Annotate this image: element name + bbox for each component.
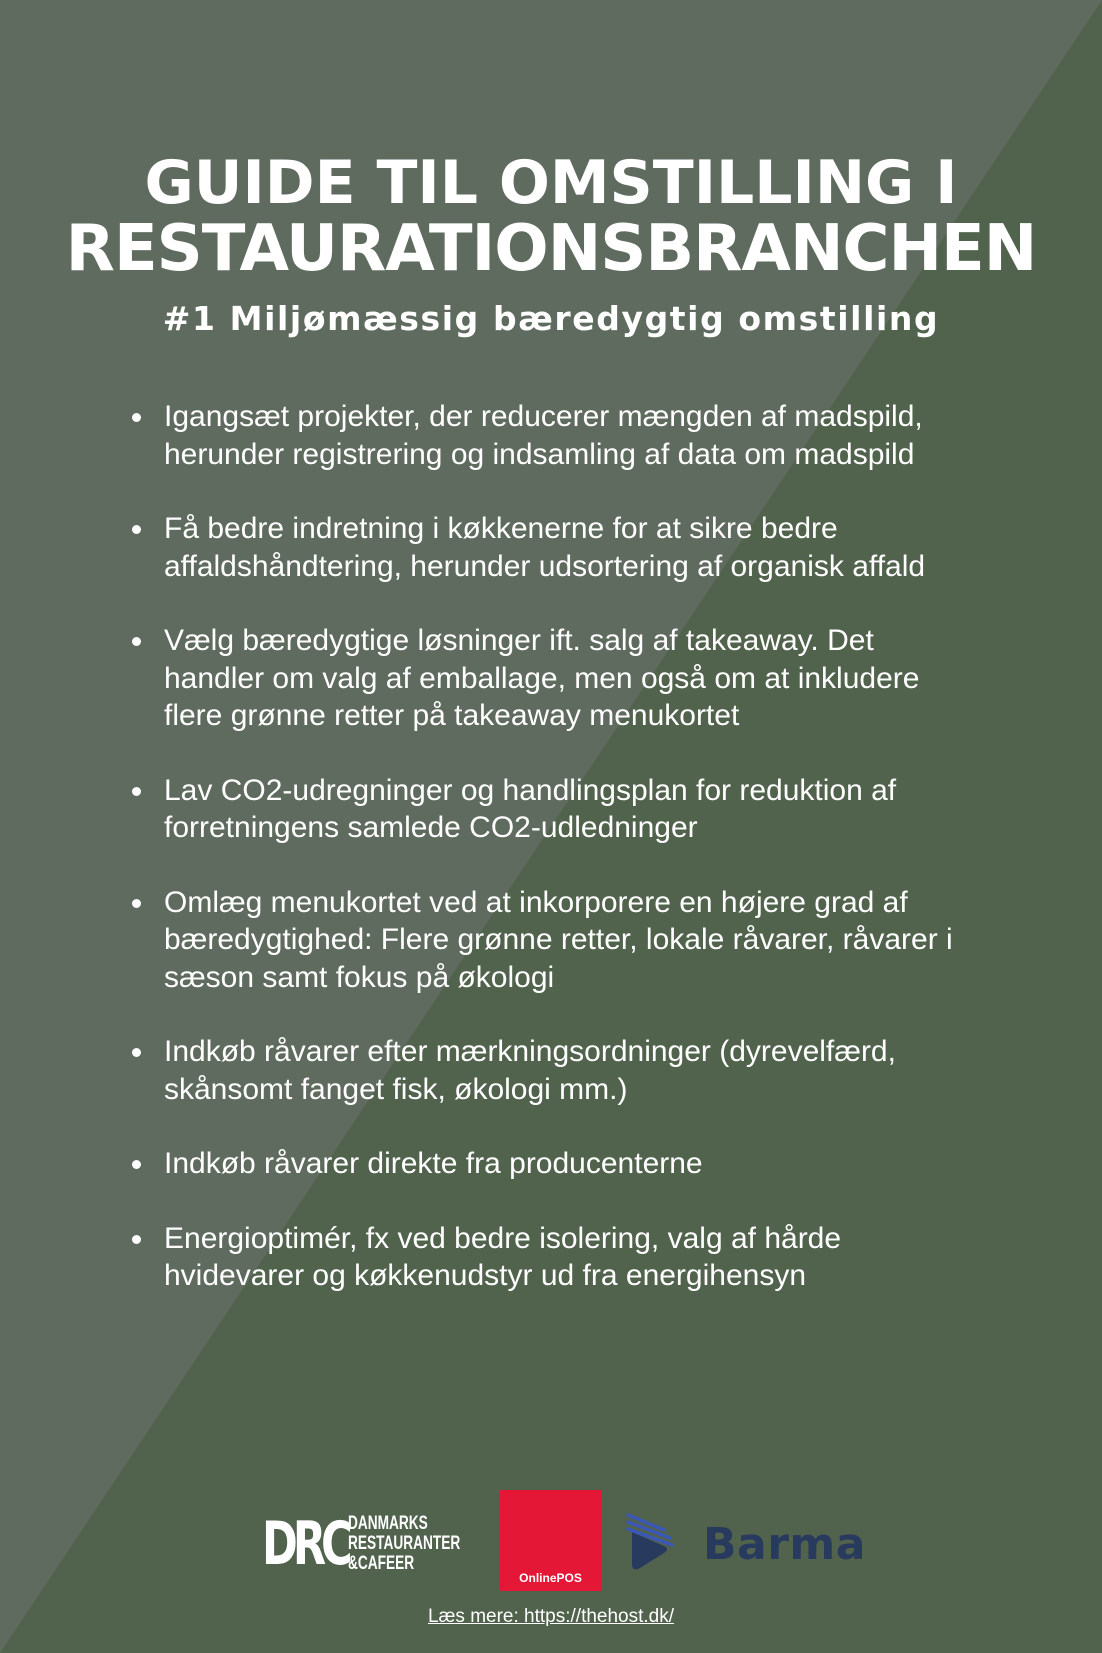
bullet-text-line: Vælg bæredygtige løsninger ift. salg af takeaway. Det [164,624,874,657]
read-more-link[interactable] [0,1605,1102,1629]
bullet-text-line: Indkøb råvarer efter mærkningsordninger (dyrevelfærd, [164,1035,896,1068]
drc-logo [262,1510,504,1578]
bullet-dot-icon [132,637,141,646]
bullet-text-line: affaldshåndtering, herunder udsortering af organisk affald [164,549,926,583]
bullet-dot-icon [132,1160,141,1169]
bullet-dot-icon [132,525,141,534]
bullet-text-line: bæredygtighed: Flere grønne retter, lokale råvarer, råvarer i [164,923,953,956]
drc-logo-mark: DRC [262,1509,348,1579]
bullet-text-line: Indkøb råvarer direkte fra producenterne [164,1147,703,1180]
bullet-dot-icon [132,899,141,908]
bullet-item-energi [132,1220,1012,1295]
bullet-dot-icon [132,1235,141,1244]
bullet-item-takeaway [132,622,1012,735]
read-more-text[interactable]: Læs mere: https://thehost.dk/ [427,1606,675,1627]
onlinepos-logo-label: OnlinePOS [519,1571,582,1585]
bullet-text-line: hvidevarer og køkkenudstyr ud fra energihensyn [164,1259,807,1292]
drc-logo-line: DANMARKS [348,1513,428,1534]
bullet-text-line: handler om valg af emballage, men også om at inkludere [164,661,920,695]
subtitle: #1 Miljømæssig bæredygtig omstilling [162,299,940,338]
bullet-text-line: Igangsæt projekter, der reducerer mængden af madspild, [164,400,923,433]
drc-logo-line: RESTAURANTER [348,1533,461,1554]
bullet-text-line: forretningens samlede CO2-udledninger [164,811,698,844]
bullet-item-affald [132,510,1012,585]
title-line-2: RESTAURATIONSBRANCHEN [65,212,1037,286]
bullet-item-co2 [132,772,1012,847]
bullet-text-line: Omlæg menukortet ved at inkorporere en højere grad af [164,885,908,919]
bullet-item-maerkning [132,1033,1012,1108]
bullet-text-line: skånsomt fanget fisk, økologi mm.) [164,1072,628,1106]
drc-logo-line: &CAFEER [348,1553,415,1574]
bullet-text-line: sæson samt fokus på økologi [164,960,555,994]
bullet-item-producenter [132,1145,1012,1183]
barma-logo-word: Barma [703,1519,866,1570]
title-line-1: GUIDE TIL OMSTILLING I [144,148,958,218]
bullet-list [132,398,1012,1332]
page-title [0,148,1102,286]
barma-logo-icon [624,1510,684,1580]
bullet-item-menukort [132,884,1012,997]
bullet-dot-icon [132,787,141,796]
bullet-text-line: Få bedre indretning i køkkenerne for at sikre bedre [164,512,838,545]
bullet-dot-icon [132,1048,141,1057]
bullet-text-line: Energioptimér, fx ved bedre isolering, valg af hårde [164,1221,842,1255]
drc-logo-name [348,1514,460,1574]
bullet-text-line: flere grønne retter på takeaway menukortet [164,699,740,732]
onlinepos-logo [500,1490,601,1591]
bullet-dot-icon [132,413,141,422]
bullet-text-line: herunder registrering og indsamling af data om madspild [164,437,915,471]
partner-logos [0,1490,1102,1592]
bullet-text-line: Lav CO2-udregninger og handlingsplan for reduktion af [164,773,897,807]
bullet-item-madspild [132,398,1012,473]
